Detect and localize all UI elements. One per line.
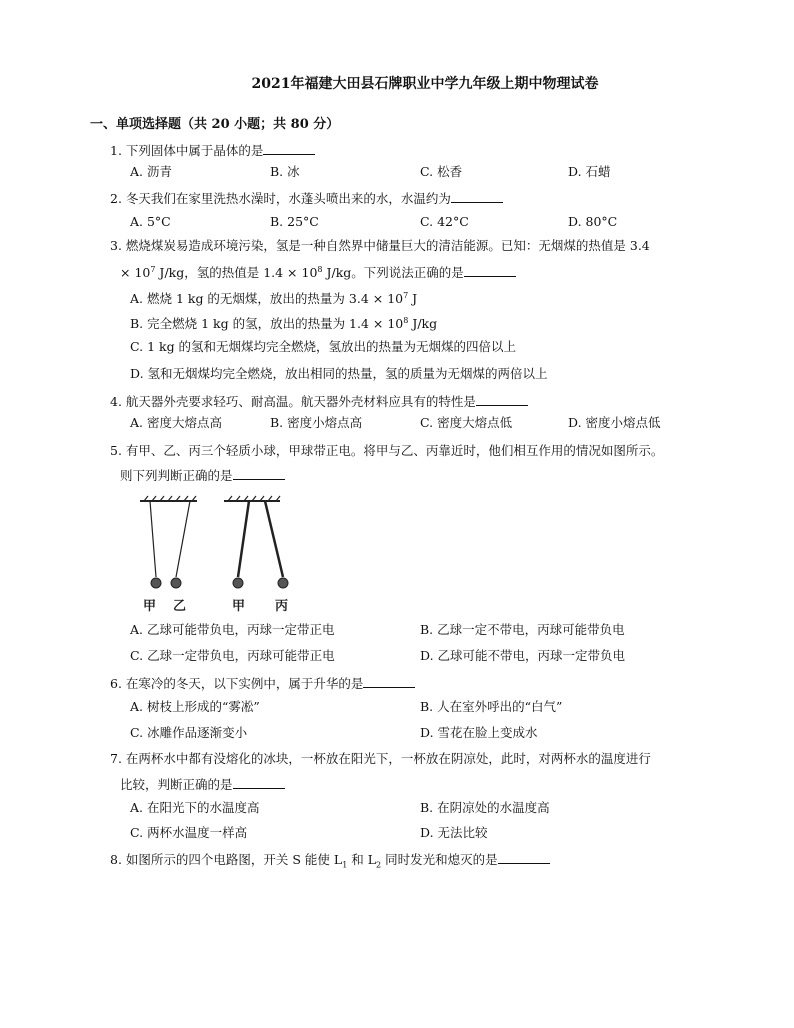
question-stem: 2. 冬天我们在家里洗热水澡时，水蓬头喷出来的水，水温约为 [110, 191, 451, 206]
question-7-cont [120, 776, 285, 793]
answer-blank [263, 142, 315, 155]
section-heading: 一、单项选择题（共 20 小题；共 80 分） [90, 117, 340, 132]
text: × 10 [120, 265, 151, 281]
option: A. 树枝上形成的“雾凇” [130, 699, 260, 714]
text: A. 燃烧 1 kg 的无烟煤，放出的热量为 3.4 × 10 [130, 291, 404, 307]
question-7: 7. 在两杯水中都有没熔化的冰块，一杯放在阳光下，一杯放在阴凉处，此时，对两杯水的温度进行 [110, 751, 651, 766]
text: J/kg，氢的热值是 1.4 × 10 [155, 265, 318, 281]
option: B. 人在室外呼出的“白气” [420, 699, 563, 714]
answer-blank [476, 393, 528, 406]
page-title: 2021年福建大田县石牌职业中学九年级上期中物理试卷 [251, 76, 599, 92]
figure-label: 甲 [143, 599, 157, 614]
option: B. 冰 [270, 164, 300, 179]
option: B. 密度小熔点高 [270, 415, 363, 430]
option: D. 无法比较 [420, 825, 488, 840]
exponent: 8 [317, 265, 323, 274]
question-5: 5. 有甲、乙、丙三个轻质小球，甲球带正电。将甲与乙、丙靠近时，他们相互作用的情况如图所示。 [110, 443, 664, 458]
option: C. 42°C [420, 214, 469, 229]
question-3-cont [120, 262, 516, 281]
figure-label: 丙 [275, 599, 289, 614]
option: B. 在阴凉处的水温度高 [420, 800, 550, 815]
exponent: 8 [403, 316, 409, 325]
option [130, 288, 417, 307]
question-stem: 4. 航天器外壳要求轻巧、耐高温。航天器外壳材料应具有的特性是 [110, 394, 476, 409]
ball-yi [171, 578, 181, 588]
ball-jia [151, 578, 161, 588]
text: J/kg [408, 316, 438, 332]
option: C. 松香 [420, 164, 463, 179]
option: C. 1 kg 的氢和无烟煤均完全燃烧，氢放出的热量为无烟煤的四倍以上 [130, 339, 517, 354]
option: A. 在阳光下的水温度高 [130, 800, 260, 815]
question-4 [110, 393, 528, 410]
option: C. 乙球一定带负电，丙球可能带正电 [130, 648, 335, 663]
option: B. 25°C [270, 214, 319, 229]
option: C. 两杯水温度一样高 [130, 825, 248, 840]
ball-bing [278, 578, 288, 588]
answer-blank [451, 190, 503, 203]
text: J/kg。下列说法正确的是 [322, 265, 464, 281]
question-stem: 1. 下列固体中属于晶体的是 [110, 143, 264, 158]
option: A. 乙球可能带负电，丙球一定带正电 [130, 622, 335, 637]
option: A. 沥青 [130, 164, 172, 179]
question-stem: 比较，判断正确的是 [120, 777, 233, 792]
option: B. 乙球一定不带电，丙球可能带负电 [420, 622, 625, 637]
option: C. 冰雕作品逐渐变小 [130, 725, 248, 740]
text: 和 L [347, 852, 377, 867]
option: A. 密度大熔点高 [130, 415, 222, 430]
text: J [408, 291, 418, 307]
option: D. 氢和无烟煤均完全燃烧，放出相同的热量，氢的质量为无烟煤的两倍以上 [130, 366, 548, 381]
answer-blank [363, 675, 415, 688]
question-6 [110, 675, 415, 692]
answer-blank [498, 851, 550, 864]
exponent: 7 [403, 291, 409, 300]
text: 8. 如图所示的四个电路图，开关 S 能使 L [110, 852, 343, 867]
option: A. 5°C [130, 214, 171, 229]
option: C. 密度大熔点低 [420, 415, 513, 430]
option: D. 石蜡 [568, 164, 611, 179]
text: 同时发光和熄灭的是 [381, 852, 498, 867]
figure-label: 乙 [173, 599, 187, 614]
answer-blank [233, 776, 285, 789]
question-5-cont [120, 467, 285, 484]
option: D. 密度小熔点低 [568, 415, 661, 430]
subscript: 2 [376, 860, 382, 870]
answer-blank [464, 264, 516, 277]
question-stem: 6. 在寒冷的冬天，以下实例中，属于升华的是 [110, 676, 364, 691]
text: B. 完全燃烧 1 kg 的氢，放出的热量为 1.4 × 10 [130, 316, 404, 332]
question-1 [110, 142, 315, 159]
subscript: 1 [342, 860, 348, 870]
exponent: 7 [150, 265, 156, 274]
question-2 [110, 190, 503, 207]
question-stem: 则下列判断正确的是 [120, 468, 233, 483]
option: D. 80°C [568, 214, 618, 229]
option: D. 雪花在脸上变成水 [420, 725, 538, 740]
option: D. 乙球可能不带电，丙球一定带负电 [420, 648, 626, 663]
ball-jia-2 [233, 578, 243, 588]
question-8 [110, 851, 550, 874]
answer-blank [233, 467, 285, 480]
figure-label: 甲 [232, 599, 246, 614]
pendulum-figure [140, 490, 330, 615]
question-3: 3. 燃烧煤炭易造成环境污染，氢是一种自然界中储量巨大的清洁能源。已知：无烟煤的热值是 3.4 [110, 238, 650, 253]
option [130, 313, 437, 332]
